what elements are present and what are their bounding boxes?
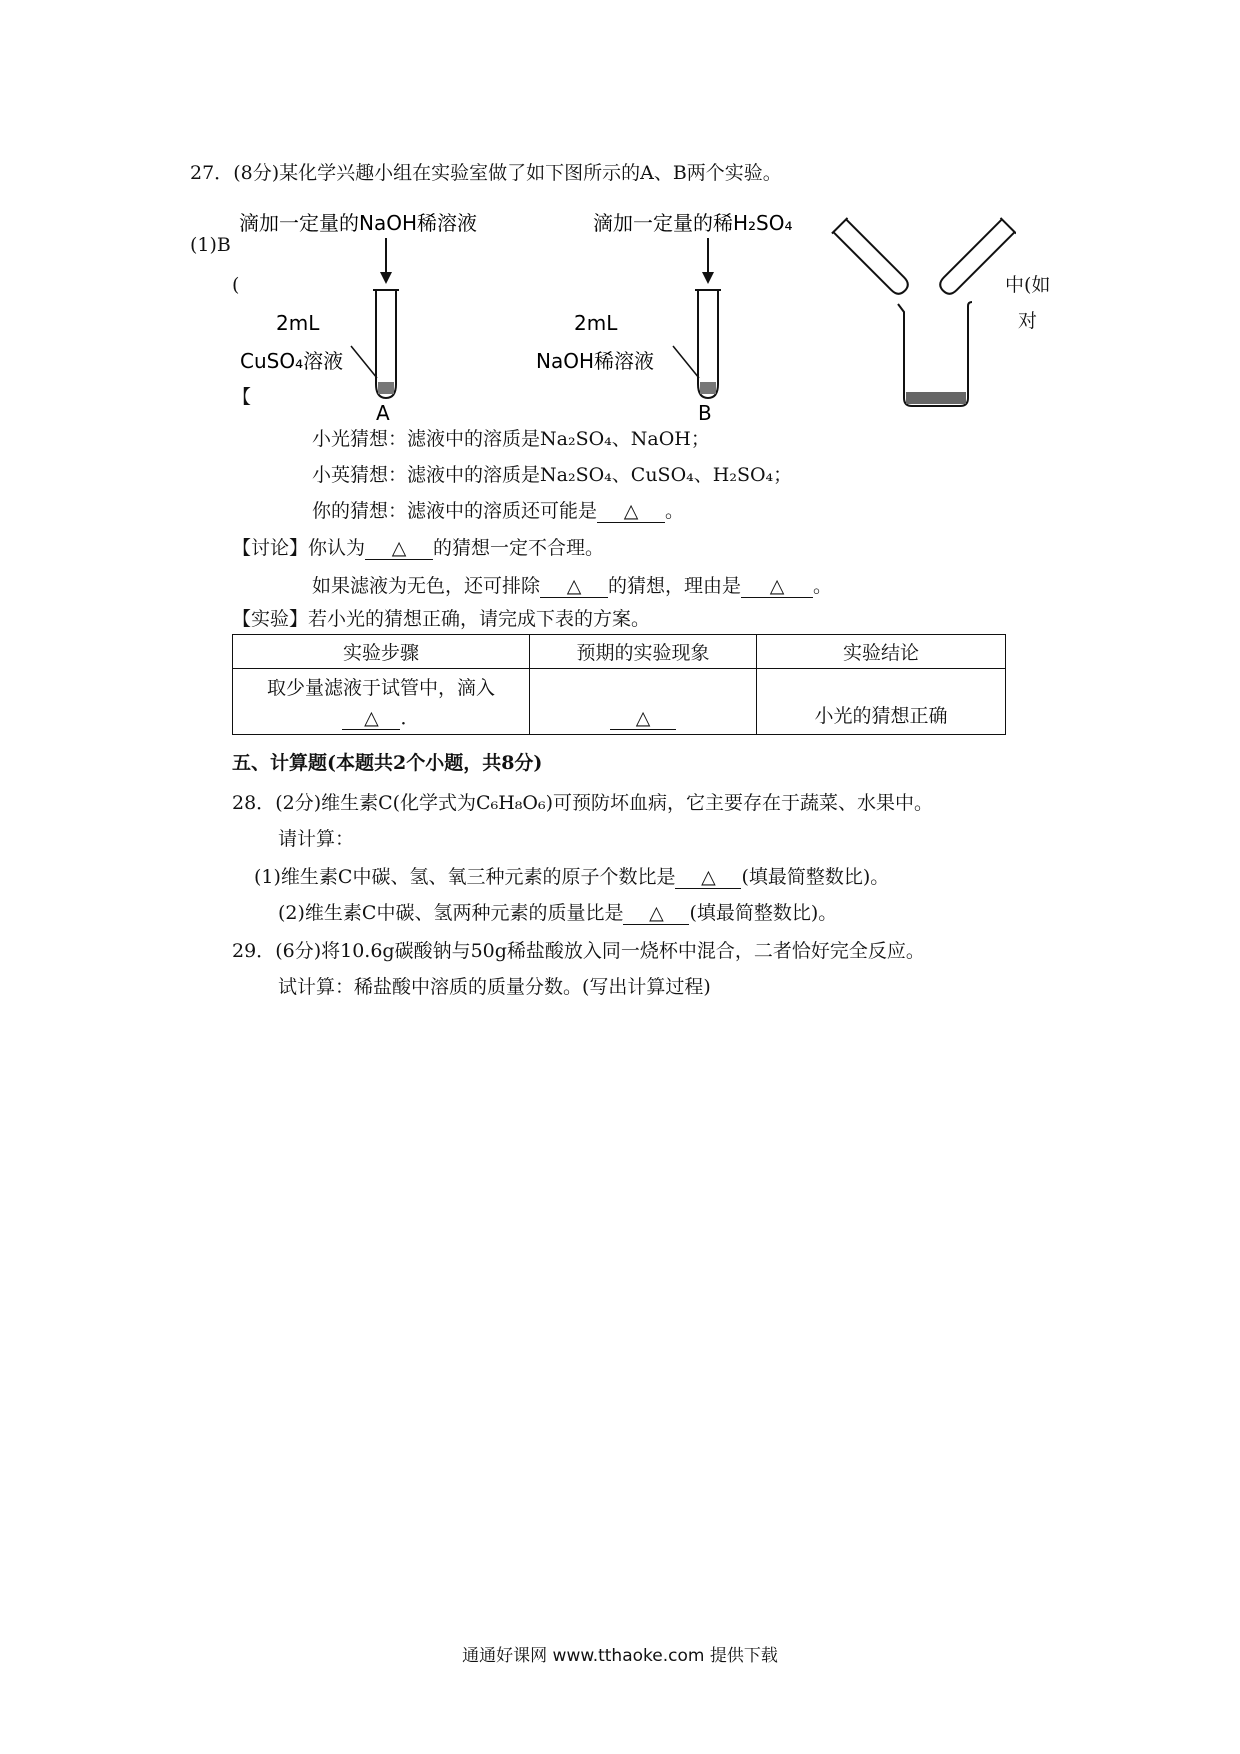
- colorless-line: 如果滤液为无色，还可排除 △ 的猜想，理由是 △ 。: [312, 575, 833, 597]
- q27-line: [190, 160, 782, 186]
- fig-b-volume: 2mL: [574, 311, 618, 335]
- experiment-tag: 【实验】: [232, 608, 309, 630]
- guess-yours-line: 你的猜想：滤液中的溶质还可能是 △ 。: [312, 500, 685, 522]
- q28-part1: (1)维生素C中碳、氢、氧三种元素的原子个数比是 △ (填最简整数比)。: [254, 866, 890, 888]
- answer-blank[interactable]: △: [365, 537, 433, 560]
- experiment-illustration: [236, 206, 1016, 422]
- q27-number: 27．: [190, 162, 234, 184]
- table-header-conclusion: 实验结论: [757, 635, 1006, 669]
- fig-b-solution: NaOH稀溶液: [536, 349, 654, 373]
- q29-number: 29．: [232, 940, 276, 962]
- q27-partial-bracket: 【: [232, 386, 252, 408]
- fig-b-liquid: [700, 382, 716, 394]
- fig-beaker: [898, 302, 972, 406]
- q28-prompt: 请计算：: [278, 828, 355, 850]
- table-header-phenomenon: 预期的实验现象: [530, 635, 757, 669]
- discuss-line: 【讨论】你认为 △ 的猜想一定不合理。: [232, 537, 605, 559]
- fig-a-arrow-head: [380, 272, 392, 284]
- discuss-tag: 【讨论】: [232, 537, 309, 559]
- fig-beaker-precipitate: [906, 392, 966, 404]
- q28-line: [232, 790, 933, 816]
- fig-b-top-label: 滴加一定量的稀H₂SO₄: [593, 211, 793, 235]
- fig-b-pointer: [673, 346, 699, 378]
- fig-a-solution: CuSO₄溶液: [240, 349, 344, 373]
- q28-text: (2分)维生素C(化学式为C₆H₈O₆)可预防坏血病，它主要存在于蔬菜、水果中。: [275, 792, 933, 814]
- table-cell-step: 取少量滤液于试管中，滴入 △ ．: [233, 669, 530, 735]
- q29-line: [232, 938, 925, 964]
- q27-partial-right-1: 中(如: [1005, 274, 1051, 296]
- fig-a-letter: A: [376, 401, 390, 422]
- fig-b-arrow-head: [702, 272, 714, 284]
- answer-blank[interactable]: △: [540, 575, 608, 598]
- experiment-line: 【实验】若小光的猜想正确，请完成下表的方案。: [232, 608, 651, 630]
- fig-a-top-label: 滴加一定量的NaOH稀溶液: [239, 211, 477, 235]
- guess-xiaoying: 小英猜想：滤液中的溶质是Na₂SO₄、CuSO₄、H₂SO₄；: [312, 464, 793, 486]
- q28-number: 28．: [232, 792, 276, 814]
- q27-partial-paren: (: [232, 274, 240, 296]
- fig-b-letter: B: [698, 401, 712, 422]
- q27-sub1-partial: (1)B: [190, 234, 231, 256]
- fig-a-pointer: [351, 346, 377, 378]
- answer-blank[interactable]: △: [610, 707, 676, 730]
- answer-blank[interactable]: △: [741, 575, 813, 598]
- table-cell-phenomenon: [530, 669, 757, 735]
- fig-a-test-tube: [376, 290, 396, 398]
- experiment-plan-table: [232, 634, 1006, 735]
- footer-credit: 通通好课网 www.tthaoke.com 提供下载: [462, 1646, 778, 1666]
- experiment-figure: [236, 206, 1016, 422]
- table-header-step: 实验步骤: [233, 635, 530, 669]
- q29-text: (6分)将10.6g碳酸钠与50g稀盐酸放入同一烧杯中混合，二者恰好完全反应。: [275, 940, 925, 962]
- answer-blank[interactable]: △: [342, 707, 400, 730]
- table-header-row: [233, 635, 1006, 669]
- table-cell-conclusion: 小光的猜想正确: [757, 669, 1006, 735]
- fig-b-test-tube: [698, 290, 718, 398]
- q27-partial-right-2: 对: [1018, 310, 1038, 332]
- answer-blank[interactable]: △: [597, 500, 665, 523]
- guess-xiaoguang: 小光猜想：滤液中的溶质是Na₂SO₄、NaOH；: [312, 428, 710, 450]
- answer-blank[interactable]: △: [623, 902, 689, 925]
- q28-part2: (2)维生素C中碳、氢两种元素的质量比是 △ (填最简整数比)。: [278, 902, 838, 924]
- fig-pour-tube-right: [935, 218, 1016, 299]
- answer-blank[interactable]: △: [675, 866, 741, 889]
- table-row: [233, 669, 1006, 735]
- q27-intro: (8分)某化学兴趣小组在实验室做了如下图所示的A、B两个实验。: [233, 162, 782, 184]
- section5-title: 五、计算题(本题共2个小题，共8分): [232, 752, 543, 774]
- fig-a-liquid: [378, 382, 394, 394]
- fig-a-volume: 2mL: [276, 311, 320, 335]
- fig-pour-tube-left: [832, 218, 913, 299]
- q29-prompt: 试计算：稀盐酸中溶质的质量分数。(写出计算过程): [278, 976, 711, 998]
